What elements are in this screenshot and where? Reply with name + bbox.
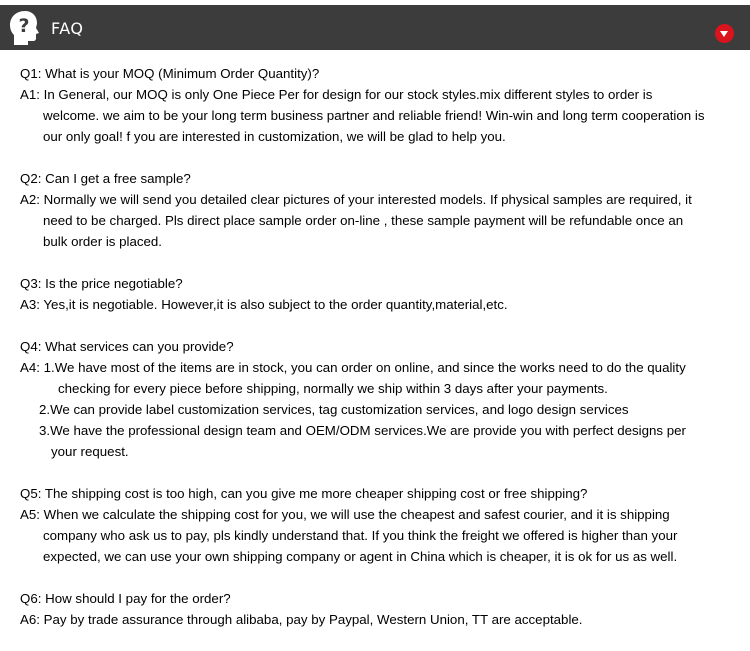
answer-6-line-1: A6: Pay by trade assurance through alibaba, pay by Paypal, Western Union, TT are acceptable. bbox=[20, 612, 583, 627]
answer-3-line-1: A3: Yes,it is negotiable. However,it is also subject to the order quantity,material,etc. bbox=[20, 297, 508, 312]
faq-list bbox=[20, 63, 732, 651]
answer-4 bbox=[20, 357, 732, 462]
faq-item-6 bbox=[20, 588, 732, 630]
answer-5-line-2: company who ask us to pay, pls kindly understand that. If you think the freight we offered is higher than your bbox=[43, 528, 678, 543]
answer-6 bbox=[20, 609, 732, 630]
answer-4-point-3-cont: your request. bbox=[51, 444, 129, 459]
answer-5-line-1: A5: When we calculate the shipping cost for you, we will use the cheapest and safest courier, and it is shipping bbox=[20, 507, 670, 522]
answer-1 bbox=[20, 84, 732, 147]
chevron-down-icon[interactable] bbox=[715, 24, 734, 43]
question-1: Q1: What is your MOQ (Minimum Order Quantity)? bbox=[20, 66, 320, 81]
answer-4-point-1: A4: 1.We have most of the items are in stock, you can order on online, and since the works need to do the quality bbox=[20, 360, 686, 375]
question-6: Q6: How should I pay for the order? bbox=[20, 591, 231, 606]
question-head-icon bbox=[8, 10, 44, 46]
answer-4-point-3: 3.We have the professional design team and OEM/ODM services.We are provide you with perfect designs per bbox=[39, 423, 686, 438]
faq-item-4 bbox=[20, 336, 732, 462]
answer-1-line-3: our only goal! f you are interested in customization, we will be glad to help you. bbox=[43, 129, 506, 144]
answer-3 bbox=[20, 294, 732, 315]
faq-item-2 bbox=[20, 168, 732, 252]
question-3: Q3: Is the price negotiable? bbox=[20, 276, 183, 291]
question-5: Q5: The shipping cost is too high, can you give me more cheaper shipping cost or free shipping? bbox=[20, 486, 588, 501]
faq-header bbox=[0, 5, 750, 50]
answer-4-point-1-cont: checking for every piece before shipping, normally we ship within 3 days after your payments. bbox=[58, 381, 608, 396]
faq-item-1 bbox=[20, 63, 732, 147]
answer-5 bbox=[20, 504, 732, 567]
answer-2-line-2: need to be charged. Pls direct place sample order on-line , these sample payment will be refundable once an bbox=[43, 213, 684, 228]
faq-item-3 bbox=[20, 273, 732, 315]
svg-text:?: ? bbox=[18, 15, 30, 37]
faq-item-5 bbox=[20, 483, 732, 567]
answer-4-point-2: 2.We can provide label customization services, tag customization services, and logo design services bbox=[39, 402, 629, 417]
answer-5-line-3: expected, we can use your own shipping company or agent in China which is cheaper, it is ok for us as well. bbox=[43, 549, 678, 564]
answer-1-line-1: A1: In General, our MOQ is only One Piece Per for design for our stock styles.mix different styles to order is bbox=[20, 87, 653, 102]
page-title: FAQ bbox=[51, 19, 84, 38]
question-4: Q4: What services can you provide? bbox=[20, 339, 234, 354]
question-2: Q2: Can I get a free sample? bbox=[20, 171, 191, 186]
answer-1-line-2: welcome. we aim to be your long term business partner and reliable friend! Win-win and long term cooperation is bbox=[43, 108, 705, 123]
answer-2-line-1: A2: Normally we will send you detailed clear pictures of your interested models. If physical samples are required, it bbox=[20, 192, 692, 207]
answer-2 bbox=[20, 189, 732, 252]
answer-2-line-3: bulk order is placed. bbox=[43, 234, 162, 249]
